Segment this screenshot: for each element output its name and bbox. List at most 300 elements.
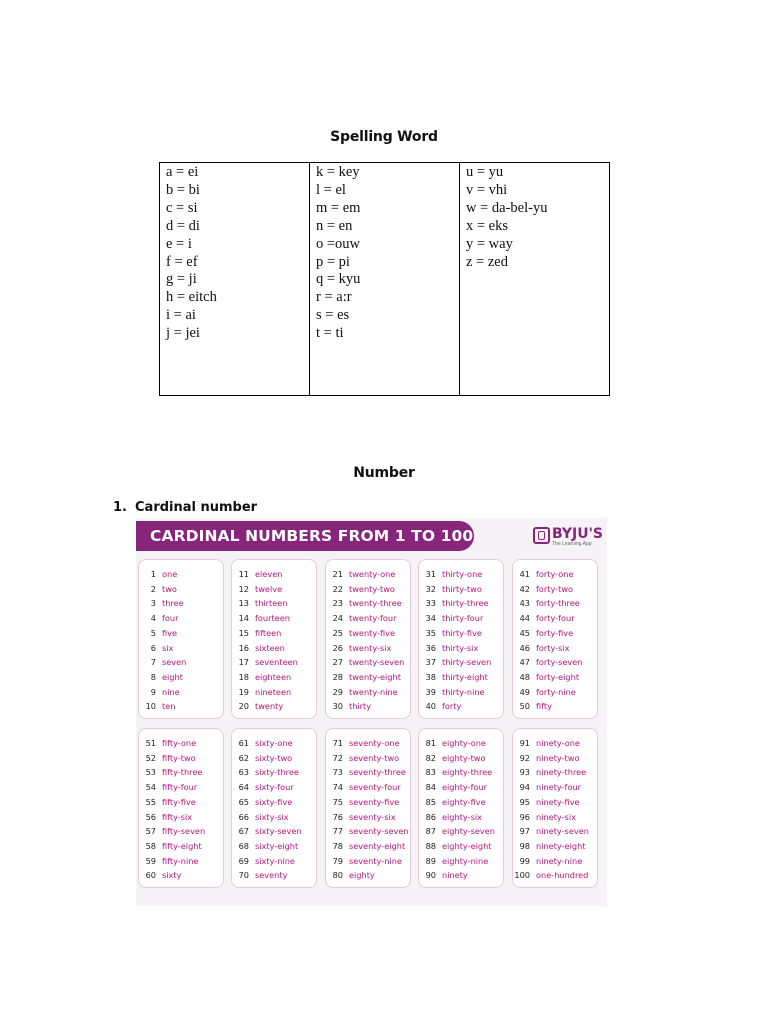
number-digit: 100 bbox=[514, 870, 530, 881]
byjus-logo bbox=[533, 527, 603, 547]
number-row bbox=[326, 824, 410, 839]
spelling-table bbox=[159, 162, 610, 396]
number-word: one bbox=[162, 569, 178, 579]
number-digit: 94 bbox=[519, 782, 530, 793]
number-digit: 8 bbox=[150, 671, 156, 682]
number-word: thirteen bbox=[255, 598, 288, 609]
number-digit: 16 bbox=[238, 642, 249, 653]
number-row bbox=[326, 765, 410, 780]
number-row bbox=[326, 751, 410, 766]
number-row bbox=[139, 780, 223, 795]
number-digit: 67 bbox=[238, 826, 249, 837]
number-row bbox=[513, 810, 597, 825]
number-row bbox=[139, 810, 223, 825]
number-word: forty-one bbox=[536, 569, 574, 579]
number-word: five bbox=[162, 627, 178, 638]
number-word: ninety-seven bbox=[536, 826, 589, 837]
number-row bbox=[513, 699, 597, 714]
number-row bbox=[419, 611, 503, 626]
number-digit: 6 bbox=[150, 642, 156, 653]
number-word: fifty-two bbox=[162, 752, 196, 763]
number-row bbox=[139, 582, 223, 597]
number-digit: 93 bbox=[519, 767, 530, 778]
number-digit: 78 bbox=[332, 840, 343, 851]
number-digit: 13 bbox=[238, 598, 249, 609]
number-word: twenty-seven bbox=[349, 657, 405, 668]
number-word: sixty-four bbox=[255, 782, 294, 793]
number-digit: 3 bbox=[150, 598, 156, 609]
number-digit: 82 bbox=[425, 752, 436, 763]
number-row bbox=[326, 736, 410, 751]
spelling-entry: q = kyu bbox=[316, 271, 361, 288]
number-digit: 47 bbox=[519, 657, 530, 668]
number-word: ninety-eight bbox=[536, 840, 586, 851]
number-row bbox=[232, 839, 316, 854]
number-word: ninety bbox=[442, 870, 468, 881]
number-word: nineteen bbox=[255, 686, 292, 697]
number-word: one-hundred bbox=[536, 870, 589, 881]
number-word: fifty-nine bbox=[162, 855, 199, 866]
number-digit: 49 bbox=[519, 686, 530, 697]
number-word: sixty-three bbox=[255, 767, 299, 778]
number-word: four bbox=[162, 613, 179, 624]
number-row bbox=[513, 839, 597, 854]
number-row bbox=[326, 795, 410, 810]
number-digit: 11 bbox=[238, 569, 249, 579]
number-row bbox=[232, 868, 316, 883]
number-digit: 19 bbox=[238, 686, 249, 697]
number-digit: 4 bbox=[150, 613, 156, 624]
number-word: six bbox=[162, 642, 174, 653]
spelling-entry: p = pi bbox=[316, 253, 350, 270]
number-digit: 65 bbox=[238, 796, 249, 807]
spelling-entry: g = ji bbox=[166, 271, 197, 288]
number-digit: 52 bbox=[145, 752, 156, 763]
number-digit: 43 bbox=[519, 598, 530, 609]
number-word: thirty-four bbox=[442, 613, 484, 624]
number-digit: 79 bbox=[332, 855, 343, 866]
number-row bbox=[513, 567, 597, 582]
number-row bbox=[513, 596, 597, 611]
number-digit: 36 bbox=[425, 642, 436, 653]
spelling-entry: e = i bbox=[166, 235, 192, 252]
number-row bbox=[232, 582, 316, 597]
spelling-entry: t = ti bbox=[316, 325, 344, 342]
cardinal-numbers-image bbox=[136, 518, 607, 906]
number-word: two bbox=[162, 583, 177, 594]
number-card bbox=[138, 559, 224, 719]
number-word: eleven bbox=[255, 569, 283, 579]
number-row bbox=[139, 751, 223, 766]
number-digit: 80 bbox=[332, 870, 343, 881]
number-digit: 66 bbox=[238, 811, 249, 822]
number-word: eighty-four bbox=[442, 782, 488, 793]
number-digit: 40 bbox=[425, 701, 436, 712]
spelling-entry: s = es bbox=[316, 307, 350, 324]
number-row bbox=[232, 795, 316, 810]
number-word: thirty-five bbox=[442, 627, 482, 638]
number-card bbox=[512, 728, 598, 888]
number-word: forty-two bbox=[536, 583, 574, 594]
number-digit: 34 bbox=[425, 613, 436, 624]
number-word: seventeen bbox=[255, 657, 298, 668]
number-row bbox=[419, 751, 503, 766]
number-row bbox=[326, 626, 410, 641]
spelling-entry: z = zed bbox=[466, 253, 508, 270]
number-digit: 50 bbox=[519, 701, 530, 712]
number-row bbox=[139, 611, 223, 626]
number-row bbox=[513, 780, 597, 795]
number-row bbox=[326, 839, 410, 854]
spelling-column-2 bbox=[310, 163, 460, 395]
number-digit: 51 bbox=[145, 738, 156, 748]
number-word: ninety-nine bbox=[536, 855, 583, 866]
number-digit: 60 bbox=[145, 870, 156, 881]
spelling-entry: o =ouw bbox=[316, 235, 361, 252]
number-digit: 38 bbox=[425, 671, 436, 682]
number-digit: 35 bbox=[425, 627, 436, 638]
number-digit: 31 bbox=[425, 569, 436, 579]
spelling-entry: l = el bbox=[316, 181, 346, 198]
number-row bbox=[419, 641, 503, 656]
number-digit: 88 bbox=[425, 840, 436, 851]
number-row bbox=[326, 596, 410, 611]
number-row bbox=[139, 596, 223, 611]
number-row bbox=[513, 824, 597, 839]
number-row bbox=[419, 854, 503, 869]
number-row bbox=[139, 854, 223, 869]
number-row bbox=[232, 626, 316, 641]
number-digit: 24 bbox=[332, 613, 343, 624]
number-card bbox=[418, 728, 504, 888]
number-word: seventy-six bbox=[349, 811, 396, 822]
number-word: eighty-five bbox=[442, 796, 486, 807]
number-word: ninety-two bbox=[536, 752, 580, 763]
number-word: seventy-two bbox=[349, 752, 400, 763]
number-row bbox=[232, 765, 316, 780]
number-digit: 74 bbox=[332, 782, 343, 793]
number-word: forty-three bbox=[536, 598, 580, 609]
number-word: thirty-three bbox=[442, 598, 489, 609]
number-row bbox=[419, 670, 503, 685]
number-row bbox=[419, 780, 503, 795]
number-row bbox=[513, 868, 597, 883]
number-row bbox=[419, 795, 503, 810]
number-word: twenty-three bbox=[349, 598, 402, 609]
number-row bbox=[139, 567, 223, 582]
number-word: sixty-five bbox=[255, 796, 293, 807]
number-word: fourteen bbox=[255, 613, 290, 624]
number-row bbox=[326, 670, 410, 685]
number-word: fifteen bbox=[255, 627, 282, 638]
number-row bbox=[139, 670, 223, 685]
number-word: forty bbox=[442, 701, 462, 712]
number-row bbox=[419, 596, 503, 611]
spelling-entry: y = way bbox=[466, 235, 513, 252]
number-digit: 64 bbox=[238, 782, 249, 793]
number-word: fifty-six bbox=[162, 811, 193, 822]
chart-banner: CARDINAL NUMBERS FROM 1 TO 100 bbox=[136, 521, 474, 551]
list-item-label: Cardinal number bbox=[135, 500, 258, 515]
number-row bbox=[326, 641, 410, 656]
number-row bbox=[326, 854, 410, 869]
number-row bbox=[139, 655, 223, 670]
number-card bbox=[418, 559, 504, 719]
number-word: eight bbox=[162, 671, 183, 682]
number-word: sixty-two bbox=[255, 752, 293, 763]
number-word: eighty-nine bbox=[442, 855, 489, 866]
spelling-entry: a = ei bbox=[166, 164, 199, 180]
number-word: twenty-six bbox=[349, 642, 392, 653]
number-word: ninety-three bbox=[536, 767, 587, 778]
number-digit: 54 bbox=[145, 782, 156, 793]
number-word: twenty-eight bbox=[349, 671, 401, 682]
number-word: sixty-six bbox=[255, 811, 289, 822]
number-word: seventy-three bbox=[349, 767, 406, 778]
number-row bbox=[139, 839, 223, 854]
number-row bbox=[419, 626, 503, 641]
number-row bbox=[513, 751, 597, 766]
spelling-entry: f = ef bbox=[166, 253, 198, 270]
number-word: eighty-six bbox=[442, 811, 482, 822]
number-digit: 26 bbox=[332, 642, 343, 653]
number-word: thirty-nine bbox=[442, 686, 485, 697]
number-row bbox=[232, 751, 316, 766]
number-digit: 87 bbox=[425, 826, 436, 837]
number-digit: 69 bbox=[238, 855, 249, 866]
number-word: seventy-five bbox=[349, 796, 400, 807]
brand-tagline: The Learning App bbox=[552, 541, 592, 547]
number-word: ten bbox=[162, 701, 176, 712]
number-digit: 96 bbox=[519, 811, 530, 822]
number-word: fifty-eight bbox=[162, 840, 202, 851]
number-digit: 77 bbox=[332, 826, 343, 837]
number-word: fifty-seven bbox=[162, 826, 206, 837]
number-digit: 71 bbox=[332, 738, 343, 748]
number-row bbox=[326, 685, 410, 700]
spelling-entry: n = en bbox=[316, 217, 353, 234]
number-word: nine bbox=[162, 686, 180, 697]
number-card bbox=[325, 559, 411, 719]
number-digit: 57 bbox=[145, 826, 156, 837]
number-word: thirty-seven bbox=[442, 657, 492, 668]
number-row bbox=[419, 655, 503, 670]
number-digit: 45 bbox=[519, 627, 530, 638]
number-word: eighteen bbox=[255, 671, 292, 682]
number-word: sixteen bbox=[255, 642, 285, 653]
spelling-entry: d = di bbox=[166, 217, 200, 234]
number-word: eighty-eight bbox=[442, 840, 492, 851]
number-row bbox=[419, 567, 503, 582]
number-word: forty-five bbox=[536, 627, 574, 638]
number-word: twelve bbox=[255, 583, 283, 594]
number-word: seven bbox=[162, 657, 187, 668]
number-word: fifty-three bbox=[162, 767, 203, 778]
number-digit: 37 bbox=[425, 657, 436, 668]
number-row bbox=[232, 685, 316, 700]
number-digit: 15 bbox=[238, 627, 249, 638]
number-row bbox=[326, 611, 410, 626]
number-digit: 91 bbox=[519, 738, 530, 748]
number-row bbox=[139, 685, 223, 700]
number-word: forty-eight bbox=[536, 671, 580, 682]
number-word: seventy-one bbox=[349, 738, 400, 748]
number-row bbox=[419, 736, 503, 751]
number-word: thirty-eight bbox=[442, 671, 488, 682]
spelling-entry: r = a:r bbox=[316, 289, 352, 306]
number-row bbox=[139, 736, 223, 751]
number-row bbox=[513, 854, 597, 869]
number-word: thirty bbox=[349, 701, 372, 712]
spelling-entry: m = em bbox=[316, 199, 361, 216]
spelling-entry: i = ai bbox=[166, 307, 196, 324]
number-digit: 86 bbox=[425, 811, 436, 822]
number-digit: 28 bbox=[332, 671, 343, 682]
number-word: forty-nine bbox=[536, 686, 576, 697]
number-row bbox=[513, 765, 597, 780]
number-word: seventy-four bbox=[349, 782, 401, 793]
spelling-entry: u = yu bbox=[466, 164, 504, 180]
number-digit: 30 bbox=[332, 701, 343, 712]
number-digit: 10 bbox=[145, 701, 156, 712]
spelling-entry: j = jei bbox=[166, 325, 200, 342]
list-item-cardinal bbox=[113, 500, 257, 515]
number-row bbox=[513, 641, 597, 656]
number-row bbox=[326, 868, 410, 883]
number-row bbox=[513, 582, 597, 597]
number-word: twenty-two bbox=[349, 583, 395, 594]
number-word: forty-four bbox=[536, 613, 575, 624]
number-word: thirty-one bbox=[442, 569, 483, 579]
number-word: sixty-nine bbox=[255, 855, 295, 866]
number-row bbox=[232, 655, 316, 670]
number-digit: 95 bbox=[519, 796, 530, 807]
number-row bbox=[419, 810, 503, 825]
number-card bbox=[231, 728, 317, 888]
spelling-entry: b = bi bbox=[166, 181, 200, 198]
number-row bbox=[232, 596, 316, 611]
number-digit: 72 bbox=[332, 752, 343, 763]
number-digit: 2 bbox=[150, 583, 156, 594]
number-row bbox=[326, 780, 410, 795]
spelling-entry: h = eitch bbox=[166, 289, 217, 306]
number-row bbox=[326, 655, 410, 670]
number-row bbox=[232, 810, 316, 825]
number-word: eighty-three bbox=[442, 767, 493, 778]
number-digit: 27 bbox=[332, 657, 343, 668]
number-row bbox=[232, 611, 316, 626]
number-row bbox=[513, 611, 597, 626]
number-word: sixty bbox=[162, 870, 182, 881]
number-row bbox=[232, 736, 316, 751]
number-word: twenty bbox=[255, 701, 284, 712]
number-word: fifty-one bbox=[162, 738, 197, 748]
number-row bbox=[513, 795, 597, 810]
number-digit: 58 bbox=[145, 840, 156, 851]
number-row bbox=[232, 670, 316, 685]
number-word: fifty bbox=[536, 701, 552, 712]
number-row bbox=[232, 641, 316, 656]
number-digit: 61 bbox=[238, 738, 249, 748]
number-digit: 68 bbox=[238, 840, 249, 851]
number-word: seventy-nine bbox=[349, 855, 402, 866]
number-digit: 1 bbox=[150, 569, 156, 579]
spelling-entry: w = da-bel-yu bbox=[466, 199, 548, 216]
number-row bbox=[139, 795, 223, 810]
number-digit: 29 bbox=[332, 686, 343, 697]
number-word: thirty-six bbox=[442, 642, 479, 653]
number-digit: 73 bbox=[332, 767, 343, 778]
number-word: eighty-one bbox=[442, 738, 486, 748]
number-word: sixty-eight bbox=[255, 840, 299, 851]
number-digit: 22 bbox=[332, 583, 343, 594]
number-digit: 7 bbox=[150, 657, 156, 668]
number-row bbox=[139, 699, 223, 714]
number-digit: 90 bbox=[425, 870, 436, 881]
number-digit: 39 bbox=[425, 686, 436, 697]
number-word: sixty-one bbox=[255, 738, 293, 748]
number-digit: 41 bbox=[519, 569, 530, 579]
number-digit: 56 bbox=[145, 811, 156, 822]
number-word: sixty-seven bbox=[255, 826, 302, 837]
number-row bbox=[232, 699, 316, 714]
number-word: fifty-five bbox=[162, 796, 196, 807]
number-row bbox=[419, 824, 503, 839]
number-digit: 33 bbox=[425, 598, 436, 609]
number-row bbox=[419, 765, 503, 780]
number-row bbox=[513, 685, 597, 700]
spelling-column-1 bbox=[160, 163, 310, 395]
number-digit: 92 bbox=[519, 752, 530, 763]
number-row bbox=[419, 685, 503, 700]
number-word: eighty-seven bbox=[442, 826, 495, 837]
number-digit: 62 bbox=[238, 752, 249, 763]
spelling-entry: x = eks bbox=[466, 217, 509, 234]
number-word: forty-six bbox=[536, 642, 570, 653]
brand-name: BYJU'S bbox=[552, 526, 603, 542]
number-row bbox=[513, 626, 597, 641]
number-word: eighty bbox=[349, 870, 375, 881]
number-row bbox=[232, 780, 316, 795]
number-card bbox=[138, 728, 224, 888]
number-digit: 63 bbox=[238, 767, 249, 778]
byjus-logo-icon bbox=[533, 527, 550, 544]
number-word: ninety-five bbox=[536, 796, 580, 807]
number-row bbox=[139, 641, 223, 656]
number-digit: 18 bbox=[238, 671, 249, 682]
spelling-title: Spelling Word bbox=[330, 129, 438, 145]
number-digit: 75 bbox=[332, 796, 343, 807]
number-row bbox=[232, 567, 316, 582]
number-word: ninety-four bbox=[536, 782, 582, 793]
number-card bbox=[231, 559, 317, 719]
number-digit: 84 bbox=[425, 782, 436, 793]
spelling-entry: v = vhi bbox=[466, 181, 508, 198]
number-digit: 97 bbox=[519, 826, 530, 837]
number-word: three bbox=[162, 598, 184, 609]
number-digit: 55 bbox=[145, 796, 156, 807]
number-digit: 32 bbox=[425, 583, 436, 594]
number-row bbox=[139, 824, 223, 839]
number-digit: 5 bbox=[150, 627, 156, 638]
number-row bbox=[326, 567, 410, 582]
number-row bbox=[326, 699, 410, 714]
number-digit: 83 bbox=[425, 767, 436, 778]
number-digit: 42 bbox=[519, 583, 530, 594]
number-row bbox=[232, 824, 316, 839]
number-row bbox=[513, 670, 597, 685]
number-digit: 46 bbox=[519, 642, 530, 653]
